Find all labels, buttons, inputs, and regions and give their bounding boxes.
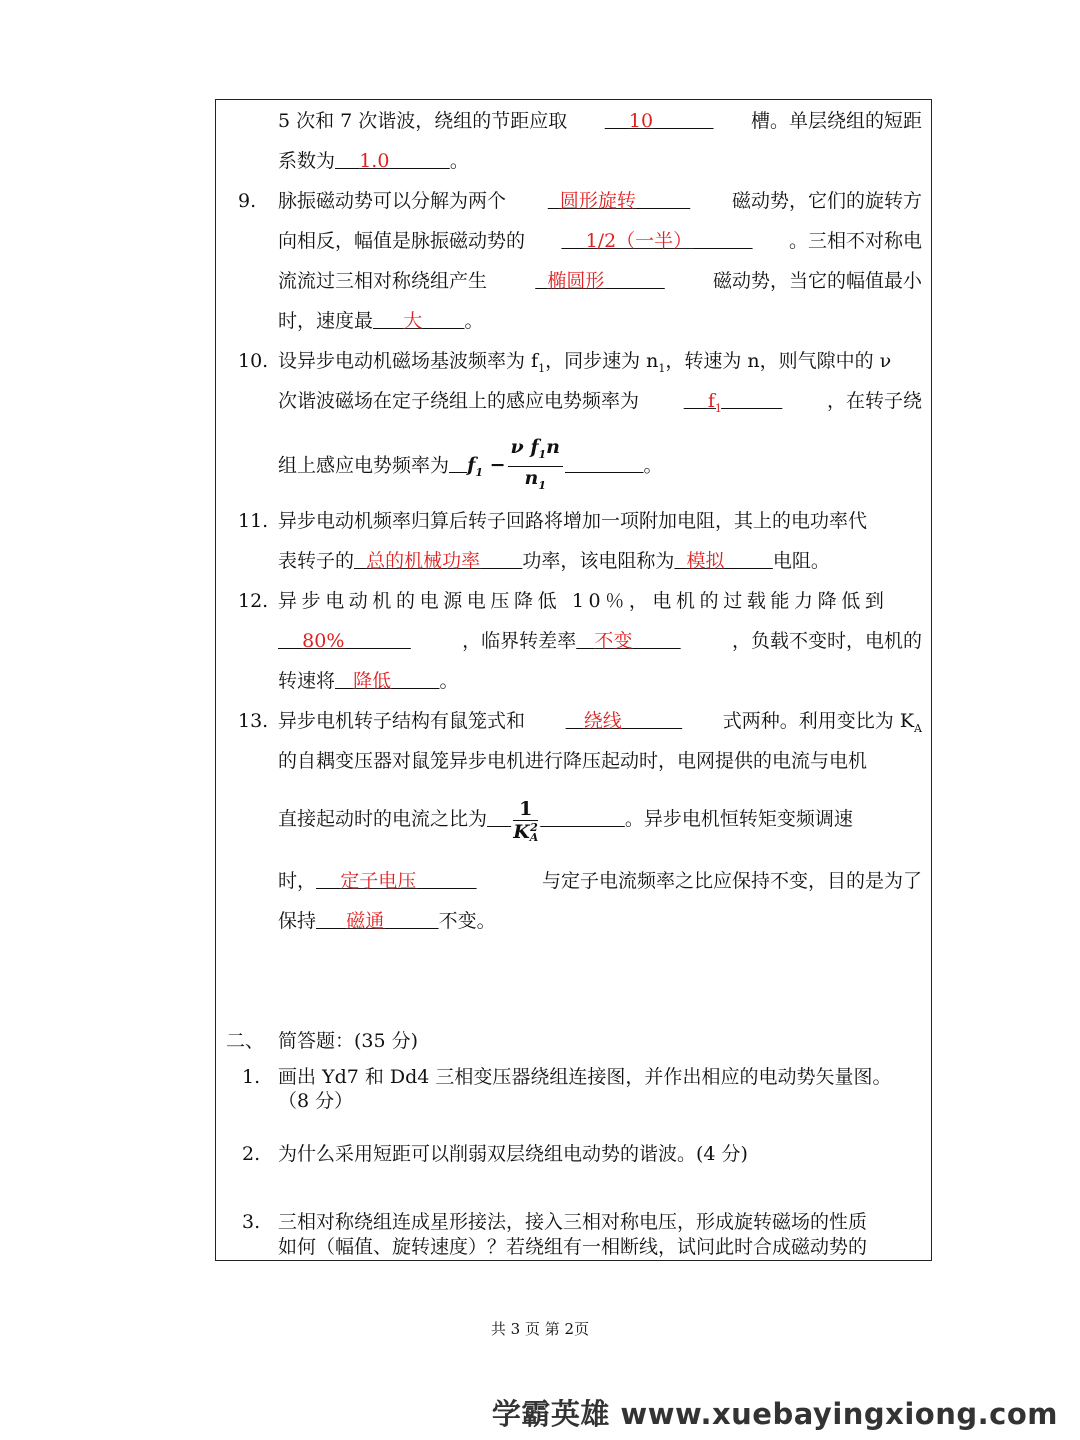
q10-line3: 组上感应电势频率为 $f_1$ − $\frac{\nu f_1n}{n_1}$ 。: [278, 436, 663, 497]
q8-answer-2: 1.0: [359, 150, 390, 172]
page-footer: 共 3 页 第 2页: [490, 1320, 590, 1338]
s3-line1: 三相对称绕组连成星形接法，接入三相对称电压，形成旋转磁场的性质: [278, 1211, 868, 1233]
s1-line1: 画出 Yd7 和 Dd4 三相变压器绕组连接图，并作出相应的电动势矢量图。: [278, 1066, 892, 1088]
q8-answer-1: 10: [628, 110, 654, 132]
q12-line3: 转速将 降低 。: [278, 670, 459, 692]
s1-line2: （8 分）: [278, 1090, 354, 1112]
q11-answer-2: 模拟: [686, 550, 725, 572]
q13-line3: 直接起动时的电流之比为 1 K 2 A 。异步电机恒转矩变频调速: [278, 797, 853, 844]
q10-line2: 次谐波磁场在定子绕组上的感应电势频率为 $f_1$ ，在转子绕: [278, 390, 922, 415]
q12-line2: 80% ，临界转差率 不变 ，负载不变时，电机的: [302, 630, 922, 652]
q13-answer-1: 绕线: [583, 710, 622, 732]
q9-line3: 流流过三相对称绕组产生 椭圆形 磁动势，当它的幅值最小: [278, 270, 922, 292]
q9-answer-4: 大: [403, 310, 423, 332]
q10-fraction: $\frac{\nu f_1n}{n_1}$: [508, 436, 563, 497]
q13-answer-2: 定子电压: [340, 870, 417, 892]
q9-answer-3: 椭圆形: [547, 270, 605, 292]
s1-number: 1.: [242, 1066, 261, 1088]
q12-answer-3: 降低: [353, 670, 392, 692]
q9-line1: 脉振磁动势可以分解为两个 圆形旋转 磁动势，它们的旋转方: [278, 190, 922, 212]
q13-line1: 异步电机转子结构有鼠笼式和 绕线 式两种。利用变比为 $K_A$: [278, 710, 922, 735]
q9-number: 9.: [238, 190, 257, 212]
q10-formula: $f_1$ −: [467, 454, 506, 480]
section-title: 简答题：(35 分): [278, 1030, 419, 1052]
s3-number: 3.: [242, 1211, 261, 1233]
q13-fraction: 1 K 2 A: [513, 797, 539, 844]
q9-answer-1: 圆形旋转: [559, 190, 636, 212]
q13-number: 13.: [238, 710, 269, 732]
s2-number: 2.: [242, 1143, 261, 1165]
q12-number: 12.: [238, 590, 269, 612]
q10-line1: 设异步电动机磁场基波频率为 $f_1$，同步速为 $n_1$，转速为 n，则气隙中的 ν: [278, 350, 892, 375]
q9-answer-2: 1/2（一半）: [585, 230, 693, 252]
q8-line2: 系数为 1.0 。: [278, 150, 469, 172]
q12-answer-2: 不变: [594, 630, 633, 652]
section-number: 二、: [226, 1030, 265, 1052]
q9-line4: 时，速度最 大 。: [278, 310, 484, 332]
q11-line1: 异步电动机频率归算后转子回路将增加一项附加电阻，其上的电功率代: [278, 510, 868, 532]
s2-line1: 为什么采用短距可以削弱双层绕组电动势的谐波。(4 分): [278, 1143, 748, 1165]
q10-answer-1: $f_1$: [707, 390, 722, 415]
q12-answer-1: 80%: [302, 630, 345, 652]
q11-line2: 表转子的 总的机械功率 功率，该电阻称为 模拟 电阻。: [278, 550, 830, 572]
q8-line1: 5 次和 7 次谐波，绕组的节距应取 10 槽。单层绕组的短距: [278, 110, 922, 132]
q12-line1: 异步电动机的电源电压降低 10％，电机的过载能力降低到: [278, 590, 889, 612]
s3-line2: 如何（幅值、旋转速度）？若绕组有一相断线，试问此时合成磁动势的: [278, 1236, 868, 1258]
q13-line4: 时， 定子电压 与定子电流频率之比应保持不变，目的是为了: [278, 870, 922, 892]
q11-number: 11.: [238, 510, 269, 532]
q13-line5: 保持 磁通 不变。: [278, 910, 496, 932]
q11-answer-1: 总的机械功率: [366, 550, 481, 572]
q13-line2: 的自耦变压器对鼠笼异步电机进行降压起动时，电网提供的电流与电机: [278, 750, 868, 772]
q9-line2: 向相反，幅值是脉振磁动势的 1/2（一半） 。三相不对称电: [278, 230, 922, 252]
watermark: 学霸英雄 www.xuebayingxiong.com: [491, 1397, 1058, 1431]
q10-number: 10.: [238, 350, 269, 372]
q13-answer-3: 磁通: [346, 910, 385, 932]
